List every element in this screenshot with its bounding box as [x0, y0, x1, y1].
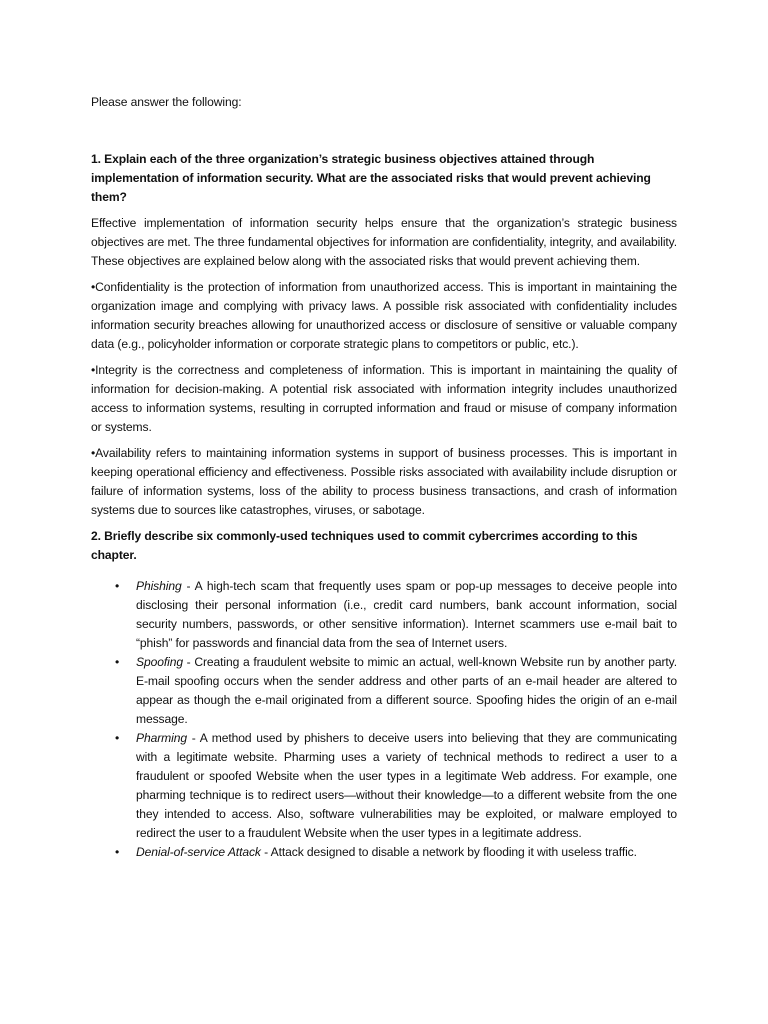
intro-line: Please answer the following:: [91, 95, 242, 109]
q1-paragraph-intro: Effective implementation of information security helps ensure that the organization’s strategic business objectives are met. The three fundamental objectives for information are confidentiality, integrity, and availability. These objectives are explained below along with the associated risks that would prevent achieving them.: [91, 216, 677, 268]
technique-term: Phishing: [136, 579, 182, 593]
technique-description: - A method used by phishers to deceive users into believing that they are communicating with a legitimate website. Pharming uses a variety of technical methods to redirect a user to a fraudulent or spoofed Website when the user types in a legitimate Web address. For example, one pharming technique is to redirect users—without their knowledge—to a different website from the one they intended to access. Also, software vulnerabilities may be exploited, or malware employed to redirect the user to a fraudulent Website when the user types in a legitimate address.: [136, 731, 677, 840]
techniques-list: [91, 577, 677, 862]
technique-description: - Attack designed to disable a network by flooding it with useless traffic.: [260, 845, 637, 859]
bullet-icon: •: [115, 655, 120, 669]
document-page: [91, 93, 677, 862]
technique-description: - A high-tech scam that frequently uses spam or pop-up messages to deceive people into disclosing their personal information (i.e., credit card numbers, bank account information, social security numbers, passwords, or other sensitive information). Internet scammers use e-mail bait to “phish” for passwords and financial data from the sea of Internet users.: [136, 579, 677, 650]
bullet-icon: •: [115, 845, 120, 859]
bullet-icon: •: [115, 731, 120, 745]
question-1: 1. Explain each of the three organization’s strategic business objectives attained through implementation of information security. What are the associated risks that would prevent achieving them?: [91, 152, 651, 204]
technique-term: Spoofing: [136, 655, 183, 669]
q1-paragraph-integrity: •Integrity is the correctness and completeness of information. This is important in maintaining the quality of information for decision-making. A potential risk associated with information integrity includes unauthorized access to information systems, resulting in corrupted information and fraud or misuse of company information or systems.: [91, 363, 677, 434]
q1-paragraph-confidentiality: •Confidentiality is the protection of information from unauthorized access. This is important in maintaining the organization image and complying with privacy laws. A possible risk associated with confidentiality includes information security breaches allowing for unauthorized access or disclosure of sensitive or valuable company data (e.g., policyholder information or corporate strategic plans to competitors or public, etc.).: [91, 280, 677, 351]
technique-pharming: [91, 729, 677, 843]
question-2: 2. Briefly describe six commonly-used techniques used to commit cybercrimes according to this chapter.: [91, 529, 638, 562]
technique-term: Pharming: [136, 731, 187, 745]
technique-spoofing: [91, 653, 677, 729]
technique-term: Denial-of-service Attack: [136, 845, 261, 859]
technique-phishing: [91, 577, 677, 653]
technique-denial-of-service: [91, 843, 677, 862]
technique-description: - Creating a fraudulent website to mimic an actual, well-known Website run by another party. E-mail spoofing occurs when the sender address and other parts of an e-mail header are altered to appear as though the e-mail originated from a different source. Spoofing hides the origin of an e-mail message.: [136, 655, 677, 726]
q1-paragraph-availability: •Availability refers to maintaining information systems in support of business processes. This is important in keeping operational efficiency and effectiveness. Possible risks associated with availability include disruption or failure of information systems, loss of the ability to process business transactions, and crash of information systems due to sources like catastrophes, viruses, or sabotage.: [91, 446, 677, 517]
bullet-icon: •: [115, 579, 120, 593]
